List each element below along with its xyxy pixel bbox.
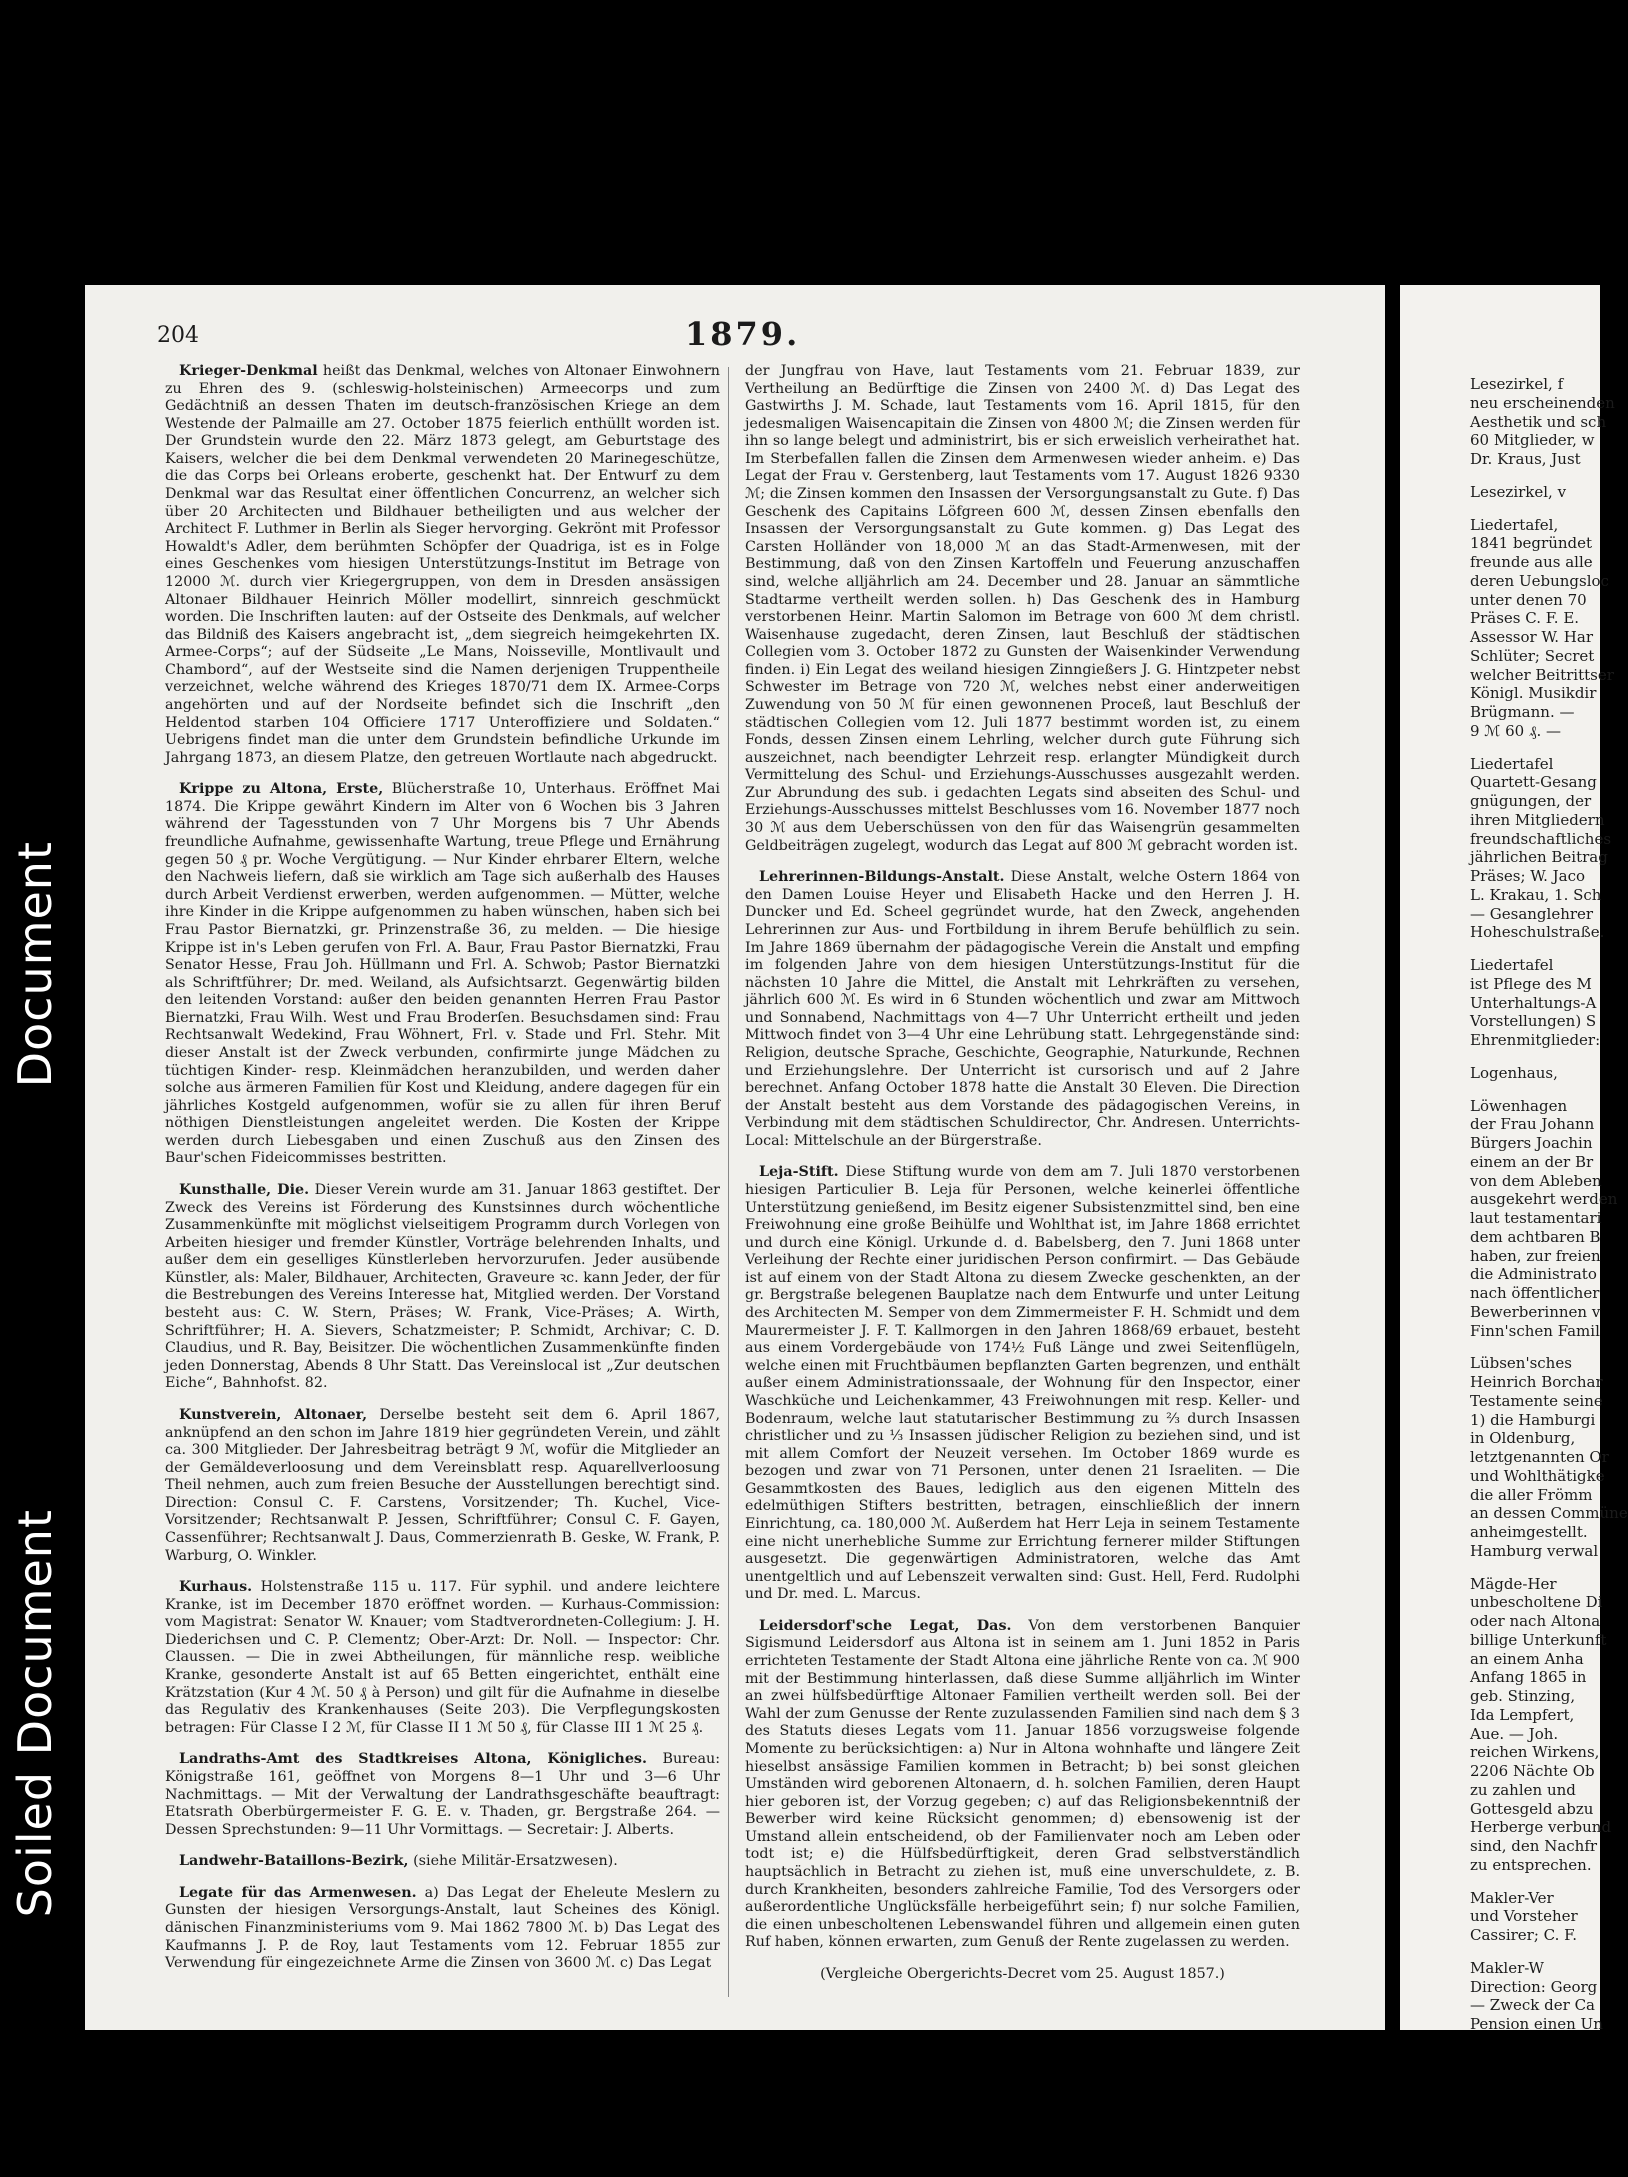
adjacent-line: Heinrich Borchar	[1470, 1373, 1603, 1391]
adjacent-line: Finn'schen Famil	[1470, 1321, 1600, 1340]
adjacent-line: Direction: Georg	[1470, 1977, 1598, 1996]
adjacent-line: reichen Wirkens,	[1470, 1743, 1600, 1762]
adjacent-line: Makler-Ver	[1470, 1888, 1554, 1907]
adjacent-line: Schlüter; Secret	[1470, 646, 1595, 665]
adjacent-line: — Zweck der Ca	[1470, 1996, 1596, 2015]
adjacent-line: freundschaftliches	[1470, 829, 1612, 848]
text-column-left	[165, 363, 720, 1987]
adjacent-line: von dem Ableben	[1470, 1171, 1602, 1190]
entry	[165, 1853, 720, 1871]
adjacent-line: oder nach Altona	[1470, 1612, 1601, 1630]
entry-heading: Landwehr-Bataillons-Bezirk,	[179, 1853, 409, 1870]
entry-heading: Landraths-Amt des Stadtkreises Altona, Königliches.	[179, 1751, 647, 1768]
entry	[745, 1164, 1300, 1603]
adjacent-line: 1841 begründet	[1470, 534, 1593, 553]
adjacent-line: einem an der Br	[1470, 1152, 1594, 1171]
adjacent-line: haben, zur freien	[1470, 1246, 1601, 1265]
adjacent-line	[1470, 502, 1610, 516]
adjacent-line: Lübsen'sches	[1470, 1354, 1572, 1373]
entry	[165, 1579, 720, 1737]
adjacent-line: 1) die Hamburgi	[1470, 1410, 1596, 1429]
adjacent-line: Bürgers Joachin	[1470, 1134, 1593, 1152]
adjacent-line: Vorstellungen) S	[1470, 1012, 1597, 1031]
adjacent-line: — Gesanglehrer	[1470, 904, 1594, 923]
adjacent-line	[1470, 1050, 1610, 1064]
adjacent-line: Herberge verbund	[1470, 1818, 1612, 1837]
entry	[165, 1751, 720, 1839]
adjacent-line: unbescholtene Di	[1470, 1593, 1603, 1612]
entry	[165, 1885, 720, 1973]
adjacent-line: 60 Mitglieder, w	[1470, 431, 1595, 450]
adjacent-line: Liedertafel	[1470, 956, 1554, 974]
adjacent-line: Cassirer; C. F.	[1470, 1926, 1577, 1944]
entry-body: (Vergleiche Obergerichts-Decret vom 25. August 1857.)	[820, 1965, 1225, 1982]
adjacent-line: in Oldenburg,	[1470, 1429, 1576, 1448]
entry	[165, 1407, 720, 1565]
side-label-document: Document	[8, 840, 62, 1087]
entry	[165, 781, 720, 1168]
adjacent-line: Liedertafel	[1470, 754, 1554, 773]
adjacent-line: Ehrenmitglieder:	[1470, 1031, 1601, 1049]
adjacent-line: anheimgestellt.	[1470, 1523, 1588, 1541]
entry-heading: Lehrerinnen-Bildungs-Anstalt.	[759, 869, 1005, 886]
entry	[745, 363, 1300, 855]
adjacent-line: Königl. Musikdir	[1470, 684, 1597, 703]
entry-heading: Legate für das Armenwesen.	[179, 1884, 417, 1901]
adjacent-line: unter denen 70	[1470, 590, 1587, 609]
adjacent-line	[1470, 1083, 1610, 1097]
entry-heading: Krieger-Denkmal	[179, 363, 318, 379]
side-label-strip	[0, 107, 70, 2107]
entry-heading: Kunsthalle, Die.	[179, 1182, 310, 1199]
page-number: 204	[157, 323, 199, 348]
entry	[745, 869, 1300, 1150]
adjacent-line: ihren Mitgliedern	[1470, 810, 1605, 829]
adjacent-line: Anfang 1865 in	[1470, 1668, 1587, 1687]
entry-body: Holstenstraße 115 u. 117. Für syphil. und andere leichtere Kranke, ist im December 1870 eröffnet worden. — Kurhaus-Commission: vom Magistrat: Senator W. Knauer; vom Stadtverordneten-Collegium: J. H. Diederichsen und C. P. Clementz; Ober-Arzt: Dr. Noll. — Inspector: Chr. Claussen. — Die in zwei Abtheilungen, für männliche resp. weibliche Kranke, gesonderte Anstalt ist auf 65 Betten eingerichtet, enthält eine Krätzstation (Kur 4 ℳ. 50 ₰ à Person) und gilt für die Aufnahme in dieselbe das Regulativ des Krankenhauses (Seite 203). Die Verpflegungskosten betragen: Für Classe I 2 ℳ, für Classe II 1 ℳ 50 ₰, für Classe III 1 ℳ 25 ₰.	[165, 1579, 720, 1736]
entry-body: Diese Anstalt, welche Ostern 1864 von den Damen Louise Heyer und Elisabeth Hacke und den Herren J. H. Duncker und Ed. Scheel gegründet wurde, hat den Zweck, angehenden Lehrerinnen zur Aus- und Fortbildung in ihrem Berufe behülflich zu sein. Im Jahre 1869 übernahm der pädagogische Verein die Anstalt und empfing im folgenden Jahre von dem hiesigen Unterstützungs-Institut für die nächsten 10 Jahre die Mittel, die Anstalt mit Lehrkräften zu versehen, jährlich 600 ℳ. Es wird in 6 Stunden wöchentlich und zwar am Mittwoch und Sonnabend, Nachmittags von 4—7 Uhr Unterricht ertheilt und jeden Mittwoch findet von 3—4 Uhr eine Lehrübung statt. Lehrgegenstände sind: Religion, deutsche Sprache, Geschichte, Geographie, Naturkunde, Rechnen und Erziehungslehre. Der Unterricht ist cursorisch und auf 2 Jahre berechnet. Anfang October 1878 hatte die Anstalt 30 Eleven. Die Direction der Anstalt besteht aus dem Vorstande des pädagogischen Vereins, in Verbindung mit dem städtischen Schuldirector, Chr. Andresen. Unterrichts-Local: Mittelschule an der Bürgerstraße.	[745, 869, 1301, 1149]
adjacent-line: zu entsprechen.	[1470, 1855, 1592, 1874]
entry-heading: Krippe zu Altona, Erste,	[179, 781, 384, 798]
adjacent-line: die aller Frömm	[1470, 1485, 1593, 1504]
adjacent-line: Testamente seine	[1470, 1391, 1603, 1410]
adjacent-line: Aue. — Joh.	[1470, 1724, 1559, 1743]
document-page	[85, 285, 1385, 2030]
adjacent-line: Makler-W	[1470, 1958, 1544, 1977]
entry	[745, 1618, 1300, 1952]
entry-heading: Kunstverein, Altonaer,	[179, 1406, 368, 1423]
entry	[165, 1182, 720, 1393]
adjacent-line: 9 ℳ 60 ₰. —	[1470, 721, 1562, 740]
adjacent-line: deren Uebungsloc	[1470, 571, 1609, 590]
adjacent-line: Präses C. F. E.	[1470, 609, 1580, 628]
entry-body: Diese Stiftung wurde von dem am 7. Juli 1870 verstorbenen hiesigen Particulier B. Leja für Personen, welche keinerlei öffentliche Unterstützung genießend, im Besitz eigener Subsistenzmittel sind, ben eine Freiwohnung eine große Beihülfe und Wohlthat ist, im Jahre 1868 errichtet und durch eine Königl. Urkunde d. d. Babelsberg, den 7. Juni 1868 unter Verleihung der Rechte einer juridischen Person confirmirt. — Das Gebäude ist auf einem von der Stadt Altona zu diesem Zwecke geschenkten, an der gr. Bergstraße belegenen Bauplatze nach dem Entwurfe und unter Leitung des Architecten M. Semper von dem Zimmermeister F. H. Schmidt und dem Maurermeister J. F. T. Kallmorgen in den Jahren 1868/69 erbauet, besteht aus einem Vordergebäude von 174½ Fuß Länge und zwei Seitenflügeln, welche einen mit Fruchtbäumen bepflanzten Garten begrenzen, und enthält außer einem Administrationssaale, der Wohnung für den Inspector, einer Waschküche und Leichenkammer, 43 Freiwohnungen mit resp. Keller- und Bodenraum, welche laut statutarischer Bestimmung zu ⅔ durch Insassen christlicher und zu ⅓ Insassen jüdischer Religion zu beziehen sind, und ist mit allem Comfort der Neuzeit versehen. Im October 1869 wurde es bezogen und zwar von 71 Personen, unter denen 21 Israeliten. — Die Gesammtkosten des Baues, lediglich aus den eigenen Mitteln des edelmüthigen Stifters bestritten, betragen, einschließlich der innern Einrichtung, ca. 180,000 ℳ. Außerdem hat Herr Leja in seinem Testamente eine nicht unerhebliche Summe zur Errichtung fernerer milder Stiftungen ausgesetzt. Die gegenwärtigen Administratoren, welche das Amt unentgeltlich und auf Lebenszeit verwalten sind: Gust. Hell, Ferd. Rudolphi und Dr. med. L. Marcus.	[745, 1164, 1300, 1603]
adjacent-line: zu zahlen und	[1470, 1780, 1576, 1799]
page-header	[85, 315, 1385, 355]
adjacent-line	[1470, 1875, 1610, 1889]
adjacent-line	[1470, 1340, 1610, 1354]
adjacent-line: ist Pflege des M	[1470, 974, 1592, 993]
adjacent-line: jährlichen Beitrag	[1470, 848, 1608, 867]
adjacent-line: Lesezirkel, f	[1470, 375, 1564, 393]
adjacent-line: ausgekehrt werden	[1470, 1190, 1618, 1209]
entry	[165, 363, 720, 767]
adjacent-line: sind, den Nachfr	[1470, 1837, 1598, 1855]
adjacent-page-edge	[1400, 285, 1628, 2033]
adjacent-line: der Frau Johann	[1470, 1115, 1595, 1134]
adjacent-line: neu erscheinenden	[1470, 393, 1615, 412]
adjacent-line: die Administrato	[1470, 1265, 1597, 1284]
adjacent-line: Logenhaus,	[1470, 1063, 1558, 1082]
adjacent-line: an dessen Commüne	[1470, 1504, 1628, 1523]
entry-body: der Jungfrau von Have, laut Testaments vom 21. Februar 1839, zur Vertheilung an Bedürftige die Zinsen von 2400 ℳ. d) Das Legat des Gastwirths J. M. Schade, laut Testaments vom 16. April 1815, für den jedesmaligen Waisencapitain die Zinsen von 4800 ℳ; die Zinsen werden für ihn so lange belegt und administrirt, bis er sich erweislich verheirathet hat. Im Sterbefallen fallen die Zinsen dem Armenwesen wieder anheim. e) Das Legat der Frau v. Gerstenberg, laut Testaments vom 17. August 1826 9330 ℳ; die Zinsen kommen den Insassen der Versorgungsanstalt zu Gute. f) Das Geschenk des Capitains Löfgreen 600 ℳ, dessen Zinsen ebenfalls den Insassen der Versorgungsanstalt zu Gute kommen. g) Das Legat des Carsten Holländer von 18,000 ℳ an das Stadt-Armenwesen, mit der Bestimmung, daß von den Zinsen Kartoffeln und Feuerung anzuschaffen sind, welche alljährlich am 24. December und 28. Januar an sämmtliche Stadtarme vertheilt werden sollen. h) Das Geschenk des in Hamburg verstorbenen Heinr. Martin Salomon im Betrage von 600 ℳ dem christl. Waisenhause zugedacht, deren Zinsen, laut Beschluß der städtischen Collegien vom 3. October 1872 zu Gunsten der Waisenkinder Verwendung finden. i) Ein Legat des weiland hiesigen Zinngießers J. G. Hintzpeter nebst Schwester im Betrage von 720 ℳ, welches nebst einer anderweitigen Zuwendung von 50 ℳ für einen gewonnenen Proceß, laut Beschluß der städtischen Collegien vom 12. Juli 1877 bestimmt worden ist, zu einem Fonds, dessen Zinsen einem Lehrling, welcher durch gute Führung sich auszeichnet, nach beendigter Lehrzeit resp. erlangter Mündigkeit durch Vermittelung des Schul- und Erziehungs-Ausschusses ausgezahlt werden. Zur Abrundung des sub. i gedachten Legats sind abseiten des Schul- und Erziehungs-Ausschusses mittelst Beschlusses vom 16. November 1877 noch 30 ℳ aus dem Ueberschüssen von den für das Waisengrün gesammelten Geldbeiträgen zugelegt, wodurch das Legat auf 800 ℳ gebracht worden ist.	[745, 363, 1300, 854]
entry-body: Dieser Verein wurde am 31. Januar 1863 gestiftet. Der Zweck des Vereins ist Förderung des Kunstsinnes durch wöchentliche Zusammenkünfte mit möglichst vielseitigem Programm durch Vorlegen von Arbeiten hiesiger und fremder Künstler, Vorträge belehrenden Inhalts, und außer dem ein geselliges Künstlerleben hervorzurufen. Jeder ausübende Künstler, als: Maler, Bildhauer, Architecten, Graveure ꝛc. kann Jeder, der für die Bestrebungen des Vereins Interesse hat, Mitglied werden. Der Vorstand besteht aus: C. W. Stern, Präses; W. Frank, Vice-Präses; A. Wirth, Schriftführer; H. A. Sievers, Schatzmeister; P. Schmidt, Archivar; C. D. Claudius, und R. Bay, Beisitzer. Die wöchentlichen Zusammenkünfte finden jeden Donnerstag, Abends 8 Uhr Statt. Das Vereinslocal ist „Zur deutschen Eiche“, Bahnhofst. 82.	[165, 1182, 721, 1392]
entry-heading: Kurhaus.	[179, 1579, 253, 1596]
adjacent-line: Pension einen Un	[1470, 2015, 1603, 2033]
adjacent-line: letztgenannten Or	[1470, 1448, 1609, 1466]
entry-body: Blücherstraße 10, Unterhaus. Eröffnet Mai 1874. Die Krippe gewährt Kindern im Alter von 6 Wochen bis 3 Jahren während der Tagesstunden von 7 Uhr Morgens bis 7 Uhr Abends freundliche Aufnahme, gewissenhafte Wartung, treue Pflege und Ernährung gegen 50 ₰ pr. Woche Vergütigung. — Nur Kinder ehrbarer Eltern, welche den Nachweis liefern, daß sie wirklich am Tage sich außerhalb des Hauses durch Arbeit Verdienst erwerben, werden aufgenommen. — Mütter, welche ihre Kinder in die Krippe aufgenommen zu haben wünschen, haben sich bei Frau Pastor Biernatzki, gr. Prinzenstraße 36, zu melden. — Die hiesige Krippe ist in's Leben gerufen von Frl. A. Baur, Frau Pastor Biernatzki, Frau Senator Hesse, Frau Joh. Hüllmann und Frl. A. Schwob; Pastor Biernatzki als Schriftführer; Dr. med. Weiland, als Aufsichtsarzt. Gegenwärtig bilden den leitenden Vorstand: außer den beiden genannten Herren Frau Pastor Biernatzki, Frau Wilh. West und Frau Broderſen. Besuchsdamen sind: Frau Rechtsanwalt Wedekind, Frau Wöhnert, Frl. v. Stade und Frl. Stehr. Mit dieser Anstalt ist der Zweck verbunden, confirmirte junge Mädchen zu tüchtigen Kinder- resp. Kleinmädchen heranzubilden, und werden daher solche aus ärmeren Familien für Kost und Kleidung, andere dagegen für ein jährliches Kostgeld aufgenommen, wofür sie zu allen für ihren Beruf nöthigen Dienstleistungen angeleitet werden. Die Kosten der Krippe werden durch Liebesgaben und einen Zuschuß aus den Zinsen des Baur'schen Fideicommisses bestritten.	[165, 781, 720, 1167]
adjacent-line: Liedertafel,	[1470, 515, 1559, 534]
page-year-title: 1879.	[685, 315, 801, 353]
adjacent-line: freunde aus alle	[1470, 553, 1593, 571]
adjacent-line: 2206 Nächte Ob	[1470, 1762, 1595, 1780]
adjacent-line: nach öffentlicher	[1470, 1284, 1600, 1302]
adjacent-line: Präses; W. Jaco	[1470, 867, 1586, 885]
entry-body: heißt das Denkmal, welches von Altonaer Einwohnern zu Ehren des 9. (schleswig-holsteinischen) Armeecorps und zum Gedächtniß an dessen Thaten im deutsch-französischen Kriege an dem Westende der Palmaille am 27. October 1875 feierlich enthüllt worden ist. Der Grundstein wurde den 22. März 1873 gelegt, am Geburtstage des Kaisers, welcher die bei dem Denkmal verwendeten 20 Marinegeschütze, die das Corps bei Orleans eroberte, geschenkt hat. Der Entwurf zu dem Denkmal war das Resultat einer öffentlichen Concurrenz, an welcher sich über 20 Architecten und Bildhauer betheiligten und aus welcher der Architect F. Luthmer in Berlin als Sieger hervorging. Gekrönt mit Professor Howaldt's Adler, dem berühmten Schöpfer der Quadriga, ist es in Folge eines Geschenkes vom hiesigen Unterstützungs-Institut im Betrage von 12000 ℳ. durch vier Kriegergruppen, von dem in Dresden ansässigen Altonaer Bildhauer Heinrich Möller modellirt, sinnreich geschmückt worden. Die Inschriften lauten: auf der Ostseite des Denkmals, auf welcher das Bildniß des Kaisers angebracht ist, „dem siegreich heimgekehrten IX. Armee-Corps“; auf der Südseite „Le Mans, Noisseville, Montlivault und Chambord“, auf der Westseite sind die Namen derjenigen Truppentheile verzeichnet, welche während des Krieges 1870/71 dem IX. Armee-Corps angehörten und auf der Nordseite befindet sich die Inschrift „den Heldentod starben 104 Officiere 1717 Unteroffiziere und Soldaten.“ Uebrigens findet man die unter dem Grundstein befindliche Urkunde im Jahrgang 1873, an diesem Platze, den getreuen Wortlaute nach abgedruckt.	[165, 363, 721, 766]
adjacent-line: Quartett-Gesang	[1470, 773, 1597, 792]
text-column-right	[745, 363, 1300, 1997]
adjacent-line: Aesthetik und sch	[1470, 412, 1607, 431]
adjacent-line: Löwenhagen	[1470, 1096, 1568, 1115]
adjacent-line: billige Unterkunft	[1470, 1630, 1607, 1649]
adjacent-line: dem achtbaren B	[1470, 1227, 1601, 1246]
adjacent-line: Brügmann. —	[1470, 703, 1575, 721]
entry-body: Bureau: Königstraße 161, geöffnet von Morgens 8—1 Uhr und 3—6 Uhr Nachmittags. — Mit der Verwaltung der Landrathsgeschäfte beauftragt: Etatsrath Oberbürgermeister F. G. E. v. Thaden, gr. Bergstraße 264. — Dessen Sprechstunden: 9—11 Uhr Vormittags. — Secretair: J. Alberts.	[165, 1751, 721, 1838]
adjacent-line: Bewerberinnen v	[1470, 1302, 1601, 1321]
adjacent-line: Mägde-Her	[1470, 1574, 1557, 1593]
adjacent-page-text	[1470, 375, 1628, 2034]
adjacent-line	[1470, 741, 1610, 755]
adjacent-line: Dr. Kraus, Just	[1470, 450, 1581, 468]
adjacent-line: Ida Lempfert,	[1470, 1705, 1575, 1724]
entry-body: a) Das Legat der Eheleute Meslern zu Gunsten der hiesigen Versorgungs-Anstalt, laut Scheines des Königl. dänischen Finanzministeriums vom 9. Mai 1862 7800 ℳ. b) Das Legat des Kaufmanns J. P. de Roy, laut Testaments vom 12. Februar 1855 zur Verwendung für eingezeichnete Arme die Zinsen von 3600 ℳ. c) Das Legat	[165, 1884, 721, 1972]
adjacent-line: an einem Anha	[1470, 1649, 1584, 1668]
adjacent-line: geb. Stinzing,	[1470, 1687, 1576, 1705]
entry	[745, 1966, 1300, 1984]
adjacent-line: Hamburg verwal	[1470, 1541, 1599, 1560]
adjacent-line	[1470, 1945, 1610, 1959]
entry-heading: Leja-Stift.	[759, 1164, 839, 1181]
adjacent-line: gnügungen, der	[1470, 792, 1592, 810]
adjacent-line: welcher Beitrittser	[1470, 665, 1614, 684]
adjacent-line: und Vorsteher	[1470, 1907, 1578, 1926]
entry-body: Von dem verstorbenen Banquier Sigismund Leidersdorf aus Altona ist in seinem am 1. Juni 1852 in Paris errichteten Testamente der Stadt Altona eine jährliche Rente von ca. ℳ 900 mit der Bestimmung hinterlassen, daß diese Summe alljährlich im Winter an zwei hülfsbedürftige Altonaer Familien vertheilt werden soll. Bei der Wahl der zum Genusse der Rente zuzulassenden Familien sind nach dem § 3 des Statuts dieses Legats vom 11. Januar 1856 vorzugsweise folgende Momente zu berücksichtigen: a) Nur in Altona wohnhafte und längere Zeit hieselbst ansässige Familien kommen in Betracht; b) bei sonst gleichen Umständen wird geborenen Altonaern, d. h. solchen Familien, deren Haupt hier geboren ist, der Vorzug gegeben; c) auf das Religionsbekenntniß der Bewerber wird keine Rücksicht genommen; d) ebensowenig ist der Umstand allein entscheidend, ob der Familienvater noch am Leben oder todt ist; e) die Hülfsbedürftigkeit, deren Grad selbstverständlich hauptsächlich in Betracht zu ziehen ist, muß eine unverschuldete, z. B. durch Krankheiten, besonders zahlreiche Familie, Tod des Versorgers oder außerordentliche Unglücksfälle herbeigeführt sein; f) nur solche Familien, die einen unbescholtenen Lebenswandel führen und allgemein einen guten Ruf haben, können erwarten, zum Genuß der Rente zugelassen zu werden.	[745, 1617, 1300, 1951]
adjacent-line: Gottesgeld abzu	[1470, 1799, 1594, 1818]
adjacent-line: Unterhaltungs-A	[1470, 993, 1597, 1012]
adjacent-line	[1470, 1561, 1610, 1575]
adjacent-line: Hoheschulstraße.	[1470, 923, 1605, 942]
side-label-soiled: Soiled Document	[8, 1508, 62, 1917]
adjacent-line: Assessor W. Har	[1470, 628, 1593, 646]
adjacent-line: Lesezirkel, v	[1470, 482, 1567, 501]
adjacent-line: und Wohlthätigke	[1470, 1466, 1605, 1485]
adjacent-line: laut testamentari	[1470, 1209, 1602, 1227]
adjacent-line: L. Krakau, 1. Sch	[1470, 885, 1602, 904]
entry-body: (siehe Militär-Ersatzwesen).	[413, 1853, 618, 1870]
entry-body: Derselbe besteht seit dem 6. April 1867, anknüpfend an den schon im Jahre 1819 hier gegründeten Verein, und zählt ca. 300 Mitglieder. Der Jahresbeitrag beträgt 9 ℳ, wofür die Mitglieder an der Gemäldeverloosung und dem Vereinsblatt resp. Aquarellverloosung Theil nehmen, auch zum freien Besuche der Ausstellungen berechtigt sind. Direction: Consul C. F. Carstens, Vorsitzender; Th. Kuchel, Vice-Vorsitzender; Rechtsanwalt P. Jessen, Schriftführer; Consul C. F. Gayen, Cassenführer; Rechtsanwalt J. Daus, Commerzienrath B. Geske, W. Frank, P. Warburg, O. Winkler.	[165, 1406, 720, 1564]
column-divider	[728, 367, 729, 1997]
adjacent-line	[1470, 469, 1610, 483]
adjacent-line	[1470, 942, 1610, 956]
entry-heading: Leidersdorf'sche Legat, Das.	[759, 1617, 1012, 1634]
